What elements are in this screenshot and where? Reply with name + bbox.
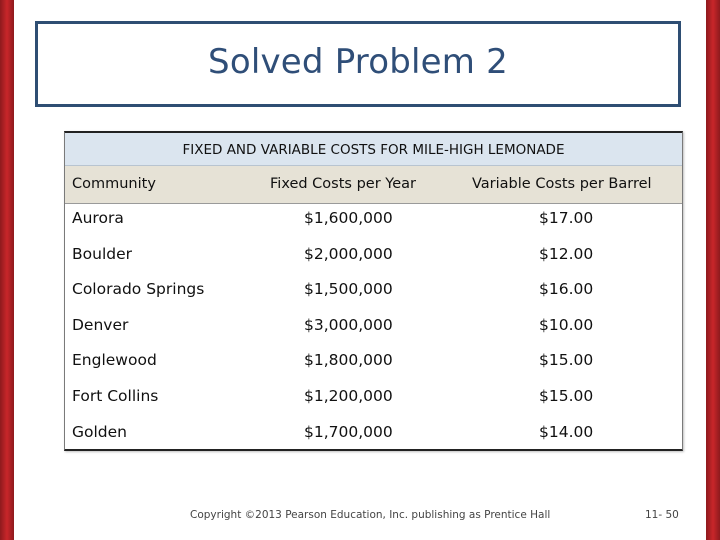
cell-variable-cost: $17.00 (539, 209, 594, 227)
right-accent-bar (706, 0, 720, 540)
table-header-row (65, 166, 682, 204)
cell-fixed-cost: $1,200,000 (304, 386, 393, 405)
cell-community: Boulder (72, 244, 132, 263)
title-box (35, 21, 681, 107)
table-row (65, 418, 682, 454)
table-caption: FIXED AND VARIABLE COSTS FOR MILE-HIGH LEMONADE (65, 133, 682, 166)
cell-community: Englewood (72, 351, 157, 370)
cell-variable-cost: $14.00 (539, 422, 594, 441)
table-row (65, 382, 682, 418)
cell-variable-cost: $12.00 (539, 244, 594, 263)
table-body (65, 204, 682, 453)
cell-fixed-cost: $1,800,000 (304, 351, 393, 370)
copyright-footer: Copyright ©2013 Pearson Education, Inc. publishing as Prentice Hall (190, 509, 551, 521)
header-community: Community (72, 176, 156, 192)
left-accent-bar (0, 0, 14, 540)
cell-variable-cost: $15.00 (539, 386, 594, 405)
cell-variable-cost: $16.00 (539, 280, 594, 299)
cost-table (64, 131, 683, 451)
table-row (65, 311, 682, 347)
cell-community: Fort Collins (72, 386, 159, 405)
slide-title: Solved Problem 2 (208, 42, 508, 82)
cell-fixed-cost: $3,000,000 (304, 315, 393, 334)
cell-fixed-cost: $1,600,000 (304, 209, 393, 227)
table-row (65, 346, 682, 382)
cell-variable-cost: $10.00 (539, 315, 594, 334)
table-row (65, 240, 682, 276)
cell-fixed-cost: $1,700,000 (304, 422, 393, 441)
cell-variable-cost: $15.00 (539, 351, 594, 370)
table-row (65, 275, 682, 311)
cell-fixed-cost: $2,000,000 (304, 244, 393, 263)
cell-community: Denver (72, 315, 129, 334)
cell-community: Colorado Springs (72, 280, 205, 299)
page-number: 11- 50 (645, 509, 679, 521)
header-fixed-costs: Fixed Costs per Year (270, 176, 416, 192)
header-variable-costs: Variable Costs per Barrel (472, 176, 652, 192)
cell-community: Aurora (72, 209, 124, 227)
table-row (65, 204, 682, 240)
cell-fixed-cost: $1,500,000 (304, 280, 393, 299)
cell-community: Golden (72, 422, 127, 441)
